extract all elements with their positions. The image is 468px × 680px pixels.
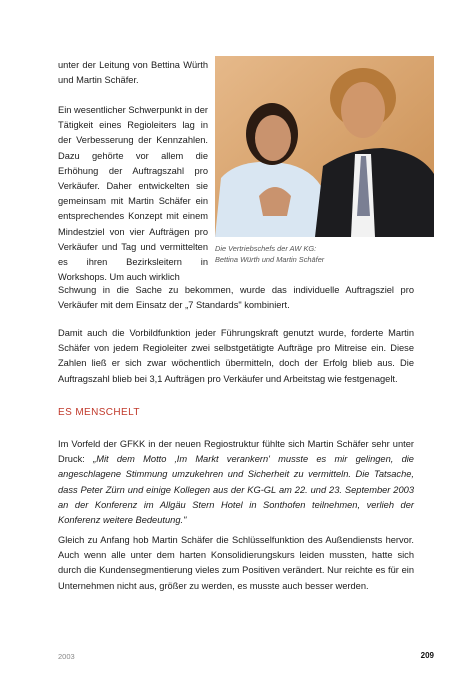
footer-year: 2003 xyxy=(58,652,75,661)
paragraph-gfkk-lead: Im Vorfeld der GFKK in der neuen Regiostruktur fühlte sich Martin Schäfer sehr unter Druck: xyxy=(58,439,414,465)
paragraph-schwerpunkt: Ein wesentlicher Schwerpunkt in der Tätigkeit eines Regioleiters lag in der Verbesserung der Kennzahlen. Dazu gehörte vor allem die Erhöhung der Auftragszahl pro Verkäufer. Daher entwickelten sie gemeinsam mit Martin Schäfer ein entsprechendes Konzept mit einem Mindestziel von vier Aufträgen pro Verkäufer und Tag und vermittelten es ihren Bezirksleitern in Workshops. Um auch wirklich xyxy=(58,105,208,283)
paragraph-continuation: Schwung in die Sache zu bekommen, wurde das individuelle Auftragsziel pro Verkäufer mit dem Einsatz der „7 Standards" kombiniert. xyxy=(58,285,414,311)
paragraph-gfkk xyxy=(58,437,414,528)
paragraph-vorbildfunktion: Damit auch die Vorbildfunktion jeder Führungskraft genutzt wurde, forderte Martin Schäfer von jedem Regioleiter zwei selbstgetätigte Aufträge pro Mitreise ein. Diese Zahlen ließ er sich zwar wöchentlich übermitteln, doch der Erfolg blieb aus. Die Auftragszahl blieb bei 3,1 Aufträgen pro Verkäufer und Arbeitstag wie festgenagelt. xyxy=(58,328,414,384)
section-heading: ES MENSCHELT xyxy=(58,407,140,418)
paragraph-intro: unter der Leitung von Bettina Würth und Martin Schäfer. xyxy=(58,60,208,86)
paragraph-anfang: Gleich zu Anfang hob Martin Schäfer die Schlüsselfunktion des Außendiensts hervor. Auch wenn alle unter dem harten Konsolidierungskurs leiden mussten, hatte sich durch die Kundensegmentierung vieles zum Positiven verändert. Nur reichte es für ein Unternehmen nicht aus, größer zu werden, es musste auch besser werden. xyxy=(58,535,414,591)
photo-caption xyxy=(215,243,434,265)
caption-line-2: Bettina Würth und Martin Schäfer xyxy=(215,255,325,264)
paragraph-gfkk-quote: „Mit dem Motto ‚Im Markt verankern' musste es mir gelingen, die angeschlagene Stimmung umzukehren und Sicherheit zu vermitteln. Die Tatsache, dass Peter Zürn und einige Kollegen aus der KG-GL am 22. und 23. September 2003 an der Konferenz im Allgäu Stern Hotel in Sonthofen teilnehmen, verlieh der Konferenz weitere Bedeutung." xyxy=(58,454,414,526)
photo-vertriebschefs xyxy=(215,56,434,237)
page-number: 209 xyxy=(420,651,434,660)
portrait-photo xyxy=(215,56,434,237)
caption-line-1: Die Vertriebschefs der AW KG: xyxy=(215,244,317,253)
